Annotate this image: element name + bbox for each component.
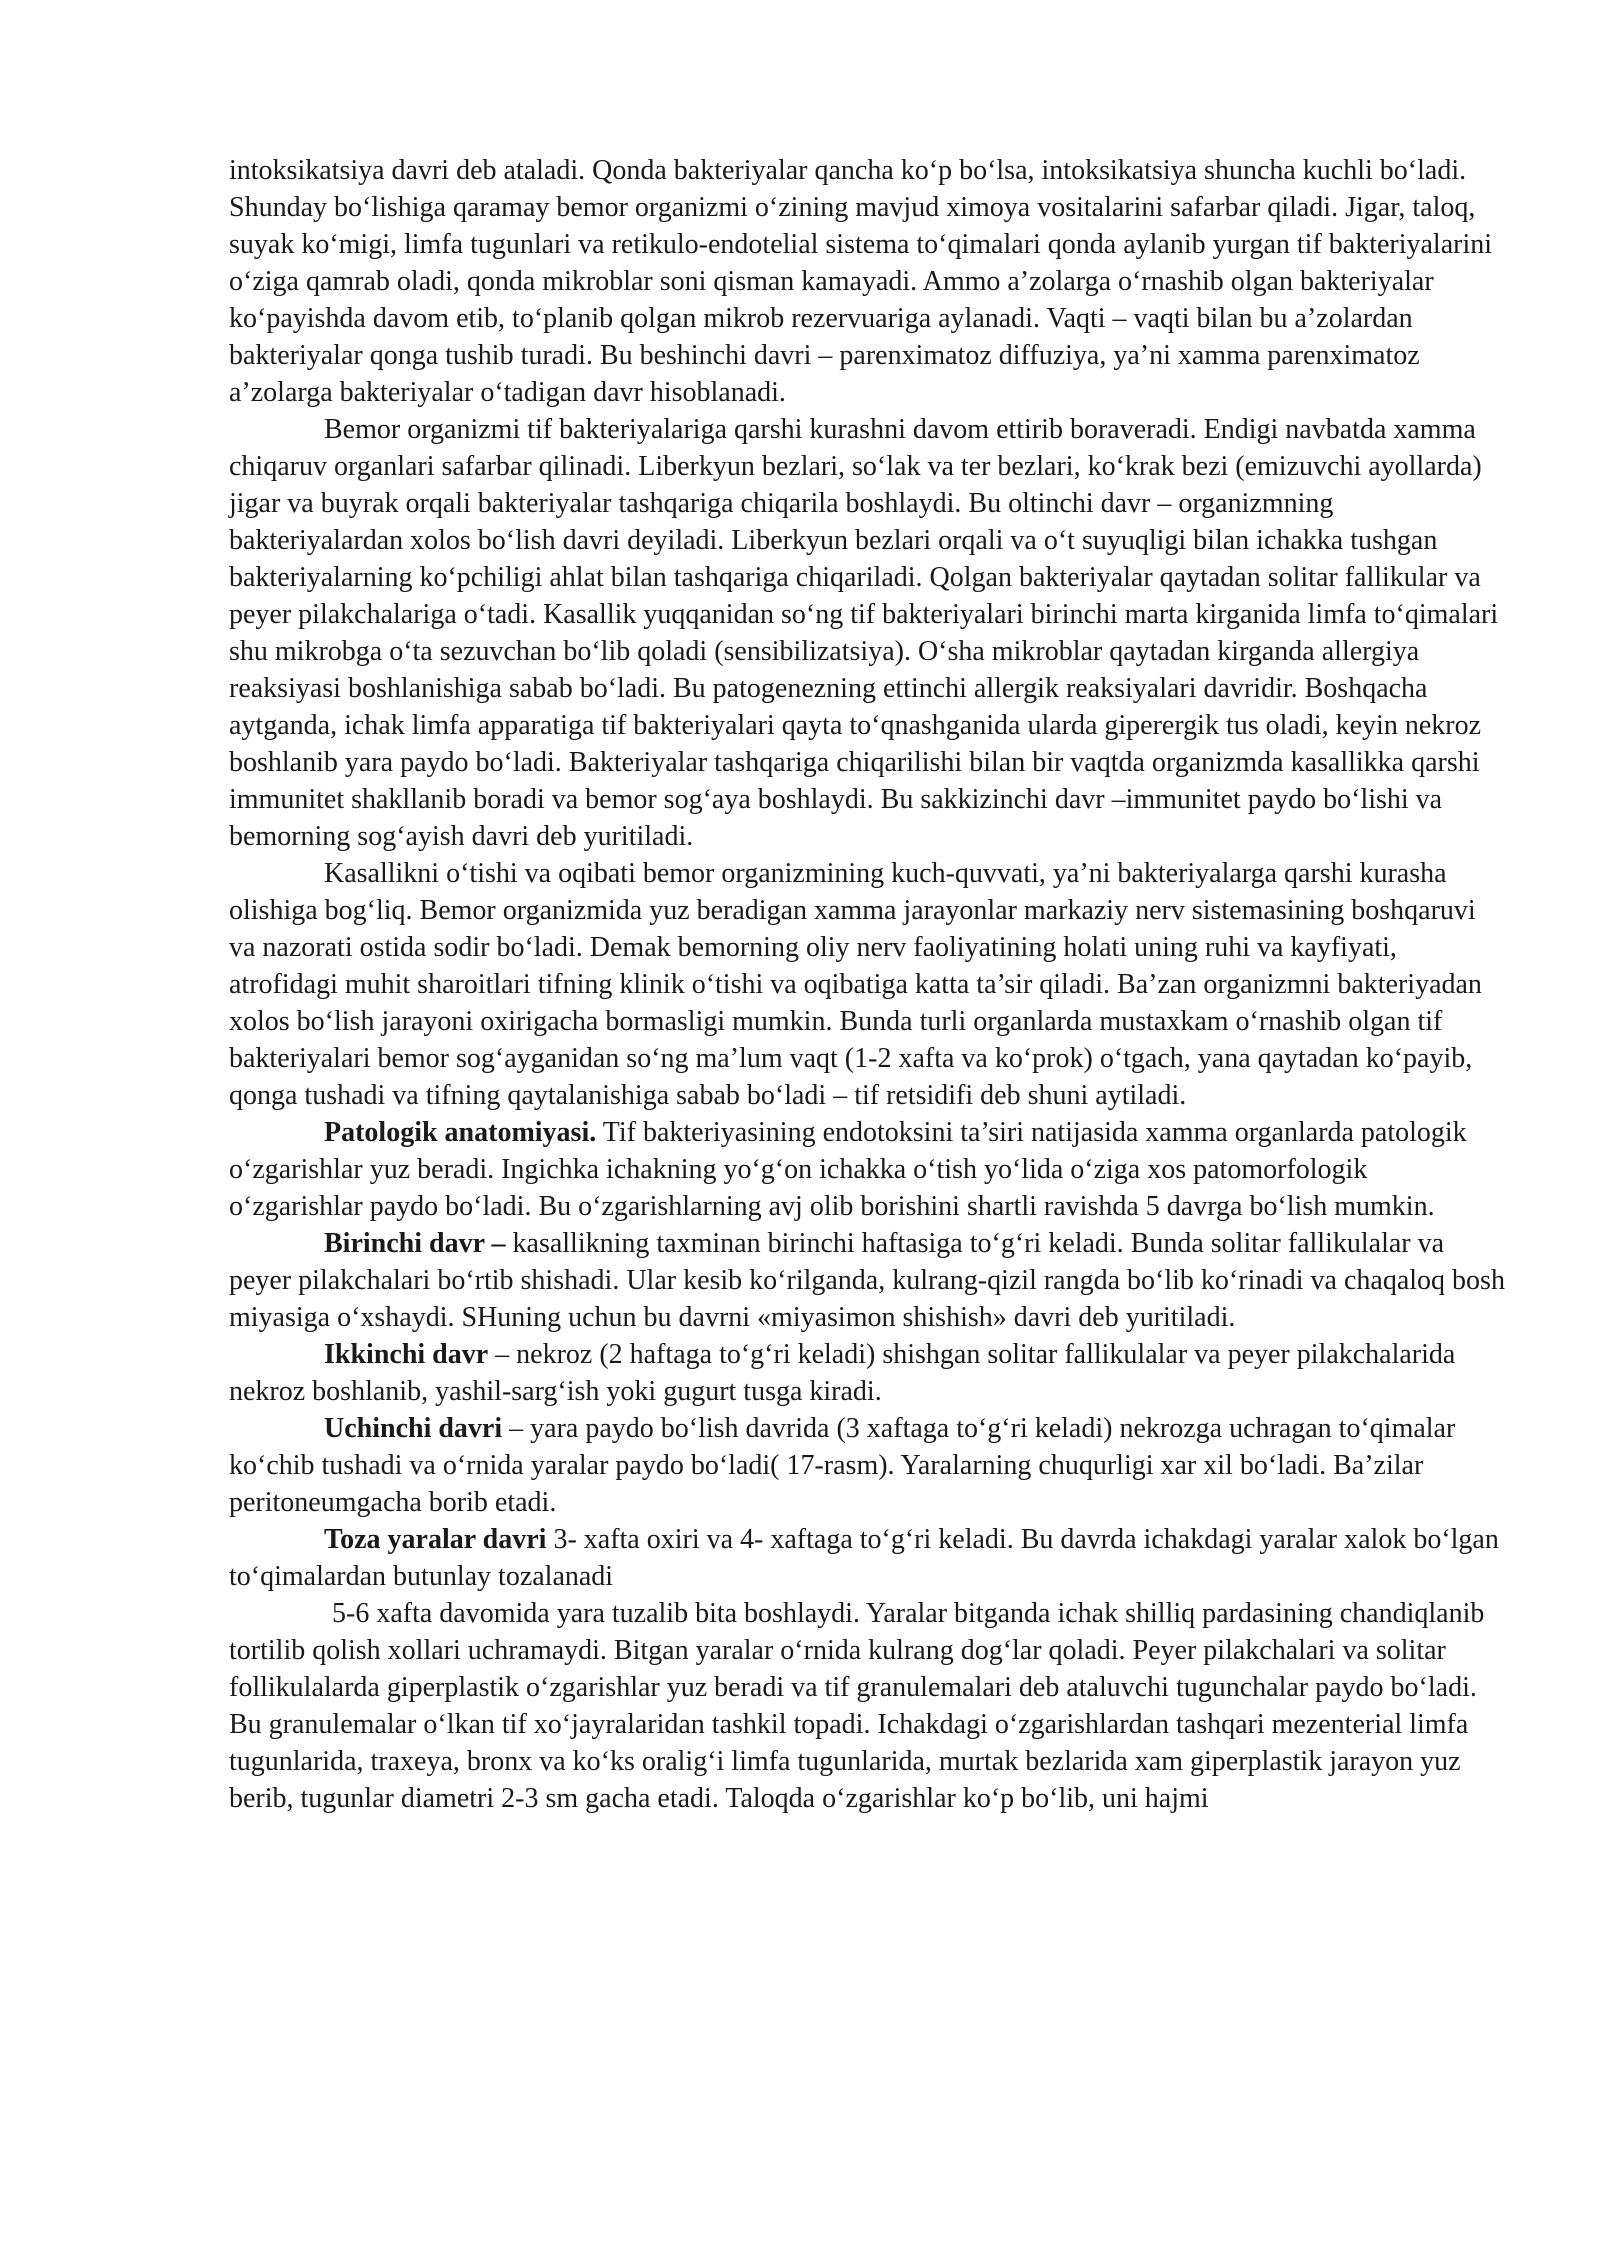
paragraph-clean-ulcers-period	[229, 1521, 1507, 1595]
section-heading: Patologik anatomiyasi.	[324, 1117, 597, 1148]
paragraph-text: – nekroz (2 haftaga to‘g‘ri keladi) shishgan solitar fallikulalar va peyer pilakchalarida nekroz boshlanib, yashil-sarg‘ish yoki gugurt tusga kiradi.	[229, 1339, 1456, 1407]
paragraph-excretion	[229, 411, 1507, 855]
period-heading: Ikkinchi davr	[324, 1339, 489, 1370]
paragraph-pathological-anatomy	[229, 1114, 1507, 1225]
paragraph-text: Bemor organizmi tif bakteriyalariga qarshi kurashni davom ettirib boraveradi. Endigi navbatda xamma chiqaruv organlari safarbar qilinadi. Liberkyun bezlari, so‘lak va ter bezlari, ko‘krak bezi (emizuvchi ayollarda) jigar va buyrak orqali bakteriyalar tashqariga chiqarila boshlaydi. Bu oltinchi davr – organizmning bakteriyalardan xolos bo‘lish davri deyiladi. Liberkyun bezlari orqali va o‘t suyuqligi bilan ichakka tushgan bakteriyalarning ko‘pchiligi ahlat bilan tashqariga chiqariladi. Qolgan bakteriyalar qaytadan solitar fallikular va peyer pilakchalariga o‘tadi. Kasallik yuqqanidan so‘ng tif bakteriyalari birinchi marta kirganida limfa to‘qimalari shu mikrobga o‘ta sezuvchan bo‘lib qoladi (sensibilizatsiya). O‘sha mikroblar qaytadan kirganda allergiya reaksiyasi boshlanishiga sabab bo‘ladi. Bu patogenezning ettinchi allergik reaksiyalari davridir. Boshqacha aytganda, ichak limfa apparatiga tif bakteriyalari qayta to‘qnashganida ularda giperergik tus oladi, keyin nekroz boshlanib yara paydo bo‘ladi. Bakteriyalar tashqariga chiqarilishi bilan bir vaqtda organizmda kasallikka qarshi immunitet shakllanib boradi va bemor sog‘aya boshlaydi. Bu sakkizinchi davr –immunitet paydo bo‘lishi va bemorning sog‘ayish davri deb yuritiladi.	[229, 414, 1499, 852]
paragraph-second-period	[229, 1336, 1507, 1410]
period-heading: Toza yaralar davri	[324, 1524, 547, 1555]
paragraph-text: – yara paydo bo‘lish davrida (3 xaftaga to‘g‘ri keladi) nekrozga uchragan to‘qimalar ko‘chib tushadi va o‘rnida yaralar paydo bo‘ladi( 17-rasm). Yaralarning chuqurligi xar xil bo‘ladi. Ba’zilar peritoneumgacha borib etadi.	[229, 1413, 1456, 1518]
paragraph-text: 3- xafta oxiri va 4- xaftaga to‘g‘ri keladi. Bu davrda ichakdagi yaralar xalok bo‘lgan to‘qimalardan butunlay tozalanadi	[229, 1524, 1499, 1592]
document-text-body	[229, 152, 1507, 1817]
paragraph-first-period	[229, 1225, 1507, 1336]
paragraph-text: kasallikning taxminan birinchi haftasiga to‘g‘ri keladi. Bunda solitar fallikulalar va peyer pilakchalari bo‘rtib shishadi. Ular kesib ko‘rilganda, kulrang-qizil rangda bo‘lib ko‘rinadi va chaqaloq bosh miyasiga o‘xshaydi. SHuning uchun bu davrni «miyasimon shishish» davri deb yuritiladi.	[229, 1228, 1505, 1333]
paragraph-text: intoksikatsiya davri deb ataladi. Qonda bakteriyalar qancha ko‘p bo‘lsa, intoksikatsiya shuncha kuchli bo‘ladi. Shunday bo‘lishiga qaramay bemor organizmi o‘zining mavjud ximoya vositalarini safarbar qiladi. Jigar, taloq, suyak ko‘migi, limfa tugunlari va retikulo-endotelial sistema to‘qimalari qonda aylanib yurgan tif bakteriyalarini o‘ziga qamrab oladi, qonda mikroblar soni qisman kamayadi. Ammo a’zolarga o‘rnashib olgan bakteriyalar ko‘payishda davom etib, to‘planib qolgan mikrob rezervuariga aylanadi. Vaqti – vaqti bilan bu a’zolardan bakteriyalar qonga tushib turadi. Bu beshinchi davri – parenximatoz diffuziya, ya’ni xamma parenximatoz a’zolarga bakteriyalar o‘tadigan davr hisoblanadi.	[229, 155, 1493, 408]
paragraph-text: Kasallikni o‘tishi va oqibati bemor organizmining kuch-quvvati, ya’ni bakteriyalarga qarshi kurasha olishiga bog‘liq. Bemor organizmida yuz beradigan xamma jarayonlar markaziy nerv sistemasining boshqaruvi va nazorati ostida sodir bo‘ladi. Demak bemorning oliy nerv faoliyatining holati uning ruhi va kayfiyati, atrofidagi muhit sharoitlari tifning klinik o‘tishi va oqibatiga katta ta’sir qiladi. Ba’zan organizmni bakteriyadan xolos bo‘lish jarayoni oxirigacha bormasligi mumkin. Bunda turli organlarda mustaxkam o‘rnashib olgan tif bakteriyalari bemor sog‘ayganidan so‘ng ma’lum vaqt (1-2 xafta va ko‘prok) o‘tgach, yana qaytadan ko‘payib, qonga tushadi va tifning qaytalanishiga sabab bo‘ladi – tif retsidifi deb shuni aytiladi.	[229, 858, 1482, 1111]
paragraph-text: Tif bakteriyasining endotoksini ta’siri natijasida xamma organlarda patologik o‘zgarishlar yuz beradi. Ingichka ichakning yo‘g‘on ichakka o‘tish yo‘lida o‘ziga xos patomorfologik o‘zgarishlar paydo bo‘ladi. Bu o‘zgarishlarning avj olib borishini shartli ravishda 5 davrga bo‘lish mumkin.	[229, 1117, 1467, 1222]
paragraph-healing	[229, 1595, 1507, 1817]
period-heading: Uchinchi davri	[324, 1413, 503, 1444]
paragraph-intoxication	[229, 152, 1507, 411]
paragraph-course-outcome	[229, 855, 1507, 1114]
paragraph-text: 5-6 xafta davomida yara tuzalib bita boshlaydi. Yaralar bitganda ichak shilliq pardasining chandiqlanib tortilib qolish xollari uchramaydi. Bitgan yaralar o‘rnida kulrang dog‘lar qoladi. Peyer pilakchalari va solitar follikulalarda giperplastik o‘zgarishlar yuz beradi va tif granulemalari deb ataluvchi tugunchalar paydo bo‘ladi. Bu granulemalar o‘lkan tif xo‘jayralaridan tashkil topadi. Ichakdagi o‘zgarishlardan tashqari mezenterial limfa tugunlarida, traxeya, bronx va ko‘ks oralig‘i limfa tugunlarida, murtak bezlarida xam giperplastik jarayon yuz berib, tugunlar diametri 2-3 sm gacha etadi. Taloqda o‘zgarishlar ko‘p bo‘lib, uni hajmi	[229, 1598, 1485, 1814]
period-heading: Birinchi davr –	[324, 1228, 506, 1259]
paragraph-third-period	[229, 1410, 1507, 1521]
